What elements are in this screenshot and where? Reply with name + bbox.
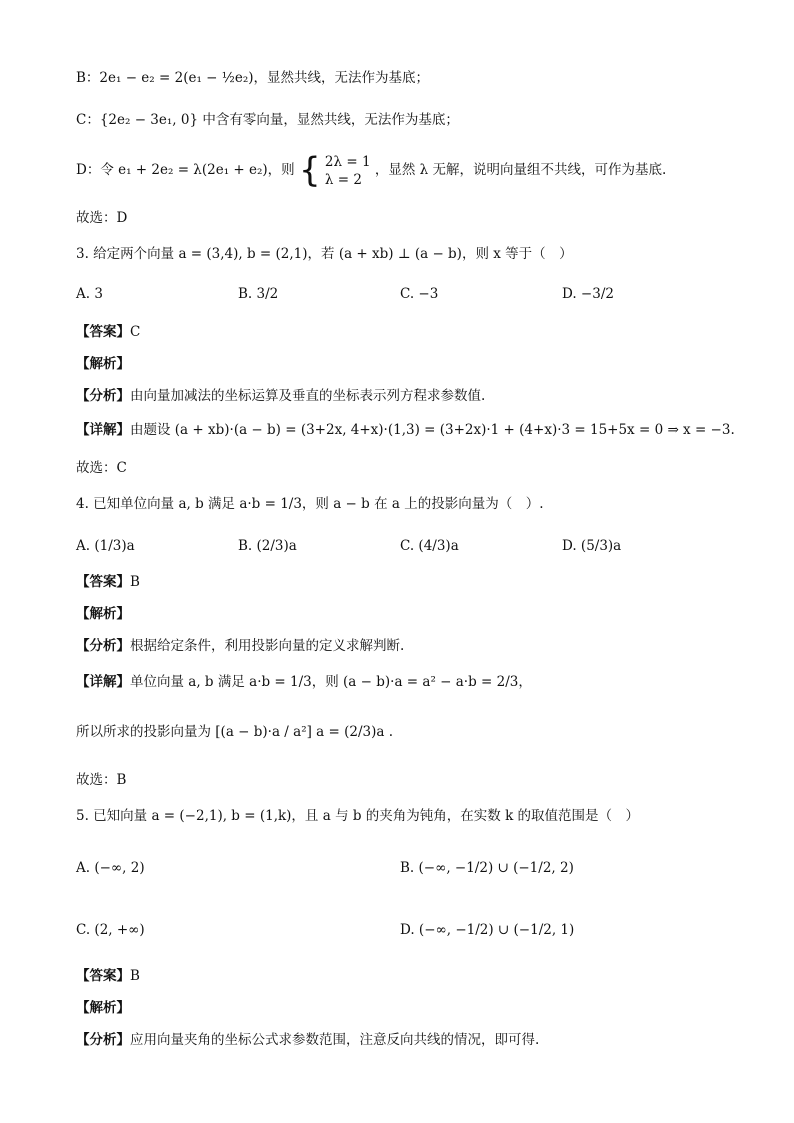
- q5-options-row1: [76, 858, 736, 898]
- fenxi-text: 根据给定条件，利用投影向量的定义求解判断.: [130, 638, 405, 654]
- q3-xiangjie: [76, 420, 734, 440]
- fenxi-label: 【分析】: [76, 1032, 130, 1048]
- q5-option-d: D. (−∞, −1/2) ∪ (−1/2, 1): [400, 922, 575, 938]
- q3-options: [76, 284, 736, 324]
- xiangjie-label: 【详解】: [76, 674, 130, 690]
- q5-option-b: B. (−∞, −1/2) ∪ (−1/2, 2): [400, 860, 574, 876]
- q4-projection-line: 所以所求的投影向量为 [(a − b)·a / a²] a = (2/3)a .: [76, 724, 393, 740]
- answer-label: 【答案】: [76, 324, 130, 340]
- q4-xiangjie: [76, 672, 734, 692]
- q3-choice: 故选：C: [76, 460, 127, 476]
- left-brace: {: [298, 150, 321, 191]
- q2-option-d-explanation: [76, 150, 734, 194]
- q5-options-row2: [76, 920, 736, 960]
- xiangjie-text: 由题设 (a + xb)·(a − b) = (3+2x, 4+x)·(1,3) = (3+2x)·1 + (4+x)·3 = 15+5x = 0 ⇒ x = −3.: [130, 422, 735, 438]
- q5-stem: 5. 已知向量 a = (−2,1), b = (1,k)，且 a 与 b 的夹角为钝角，在实数 k 的取值范围是（ ）: [76, 808, 640, 824]
- q5-option-a: A. (−∞, 2): [76, 860, 145, 876]
- q3-stem: 3. 给定两个向量 a = (3,4), b = (2,1)，若 (a + xb) ⊥ (a − b)，则 x 等于（ ）: [76, 246, 573, 262]
- q3-option-b: B. 3/2: [238, 286, 279, 302]
- fenxi-text: 由向量加减法的坐标运算及垂直的坐标表示列方程求参数值.: [130, 388, 486, 404]
- q4-option-a: A. (1/3)a: [76, 538, 135, 554]
- equation-1: 2λ = 1: [324, 153, 371, 170]
- q4-option-b: B. (2/3)a: [238, 538, 297, 554]
- q2-d-intro: D：令 e₁ + 2e₂ = λ(2e₁ + e₂)，则: [76, 162, 295, 178]
- fenxi-label: 【分析】: [76, 388, 130, 404]
- q5-fenxi: [76, 1030, 734, 1050]
- q3-fenxi: [76, 386, 734, 406]
- q3-analysis-heading: 【解析】: [76, 356, 130, 372]
- q4-choice: 故选：B: [76, 772, 127, 788]
- equation-system: [325, 153, 371, 189]
- q2-d-conclusion: ，显然 λ 无解，说明向量组不共线，可作为基底.: [374, 162, 667, 178]
- q5-option-c: C. (2, +∞): [76, 922, 145, 938]
- q4-option-c: C. (4/3)a: [400, 538, 459, 554]
- xiangjie-text: 单位向量 a, b 满足 a·b = 1/3，则 (a − b)·a = a² − a·b = 2/3，: [130, 674, 532, 690]
- q4-answer: [76, 572, 734, 592]
- q2-option-b-explanation: B：2e₁ − e₂ = 2(e₁ − ½e₂)，显然共线，无法作为基底；: [76, 70, 430, 86]
- q3-answer: [76, 322, 734, 342]
- q2-option-c-explanation: C：{2e₂ − 3e₁, 0} 中含有零向量，显然共线，无法作为基底；: [76, 112, 459, 128]
- q3-option-c: C. −3: [400, 286, 439, 302]
- q4-option-d: D. (5/3)a: [562, 538, 622, 554]
- equation-2: λ = 2: [324, 171, 362, 188]
- answer-value: C: [130, 324, 141, 340]
- q3-option-d: D. −3/2: [562, 286, 614, 302]
- q4-stem: 4. 已知单位向量 a, b 满足 a·b = 1/3，则 a − b 在 a 上的投影向量为（ ）.: [76, 496, 544, 512]
- answer-value: B: [130, 968, 140, 984]
- fenxi-text: 应用向量夹角的坐标公式求参数范围，注意反向共线的情况，即可得.: [130, 1032, 540, 1048]
- q2-choice: 故选：D: [76, 210, 128, 226]
- answer-label: 【答案】: [76, 574, 130, 590]
- xiangjie-label: 【详解】: [76, 422, 130, 438]
- q4-fenxi: [76, 636, 734, 656]
- q4-analysis-heading: 【解析】: [76, 606, 130, 622]
- q4-options: [76, 536, 736, 576]
- fenxi-label: 【分析】: [76, 638, 130, 654]
- q5-answer: [76, 966, 734, 986]
- q5-analysis-heading: 【解析】: [76, 1000, 130, 1016]
- answer-value: B: [130, 574, 140, 590]
- q3-option-a: A. 3: [76, 286, 103, 302]
- answer-label: 【答案】: [76, 968, 130, 984]
